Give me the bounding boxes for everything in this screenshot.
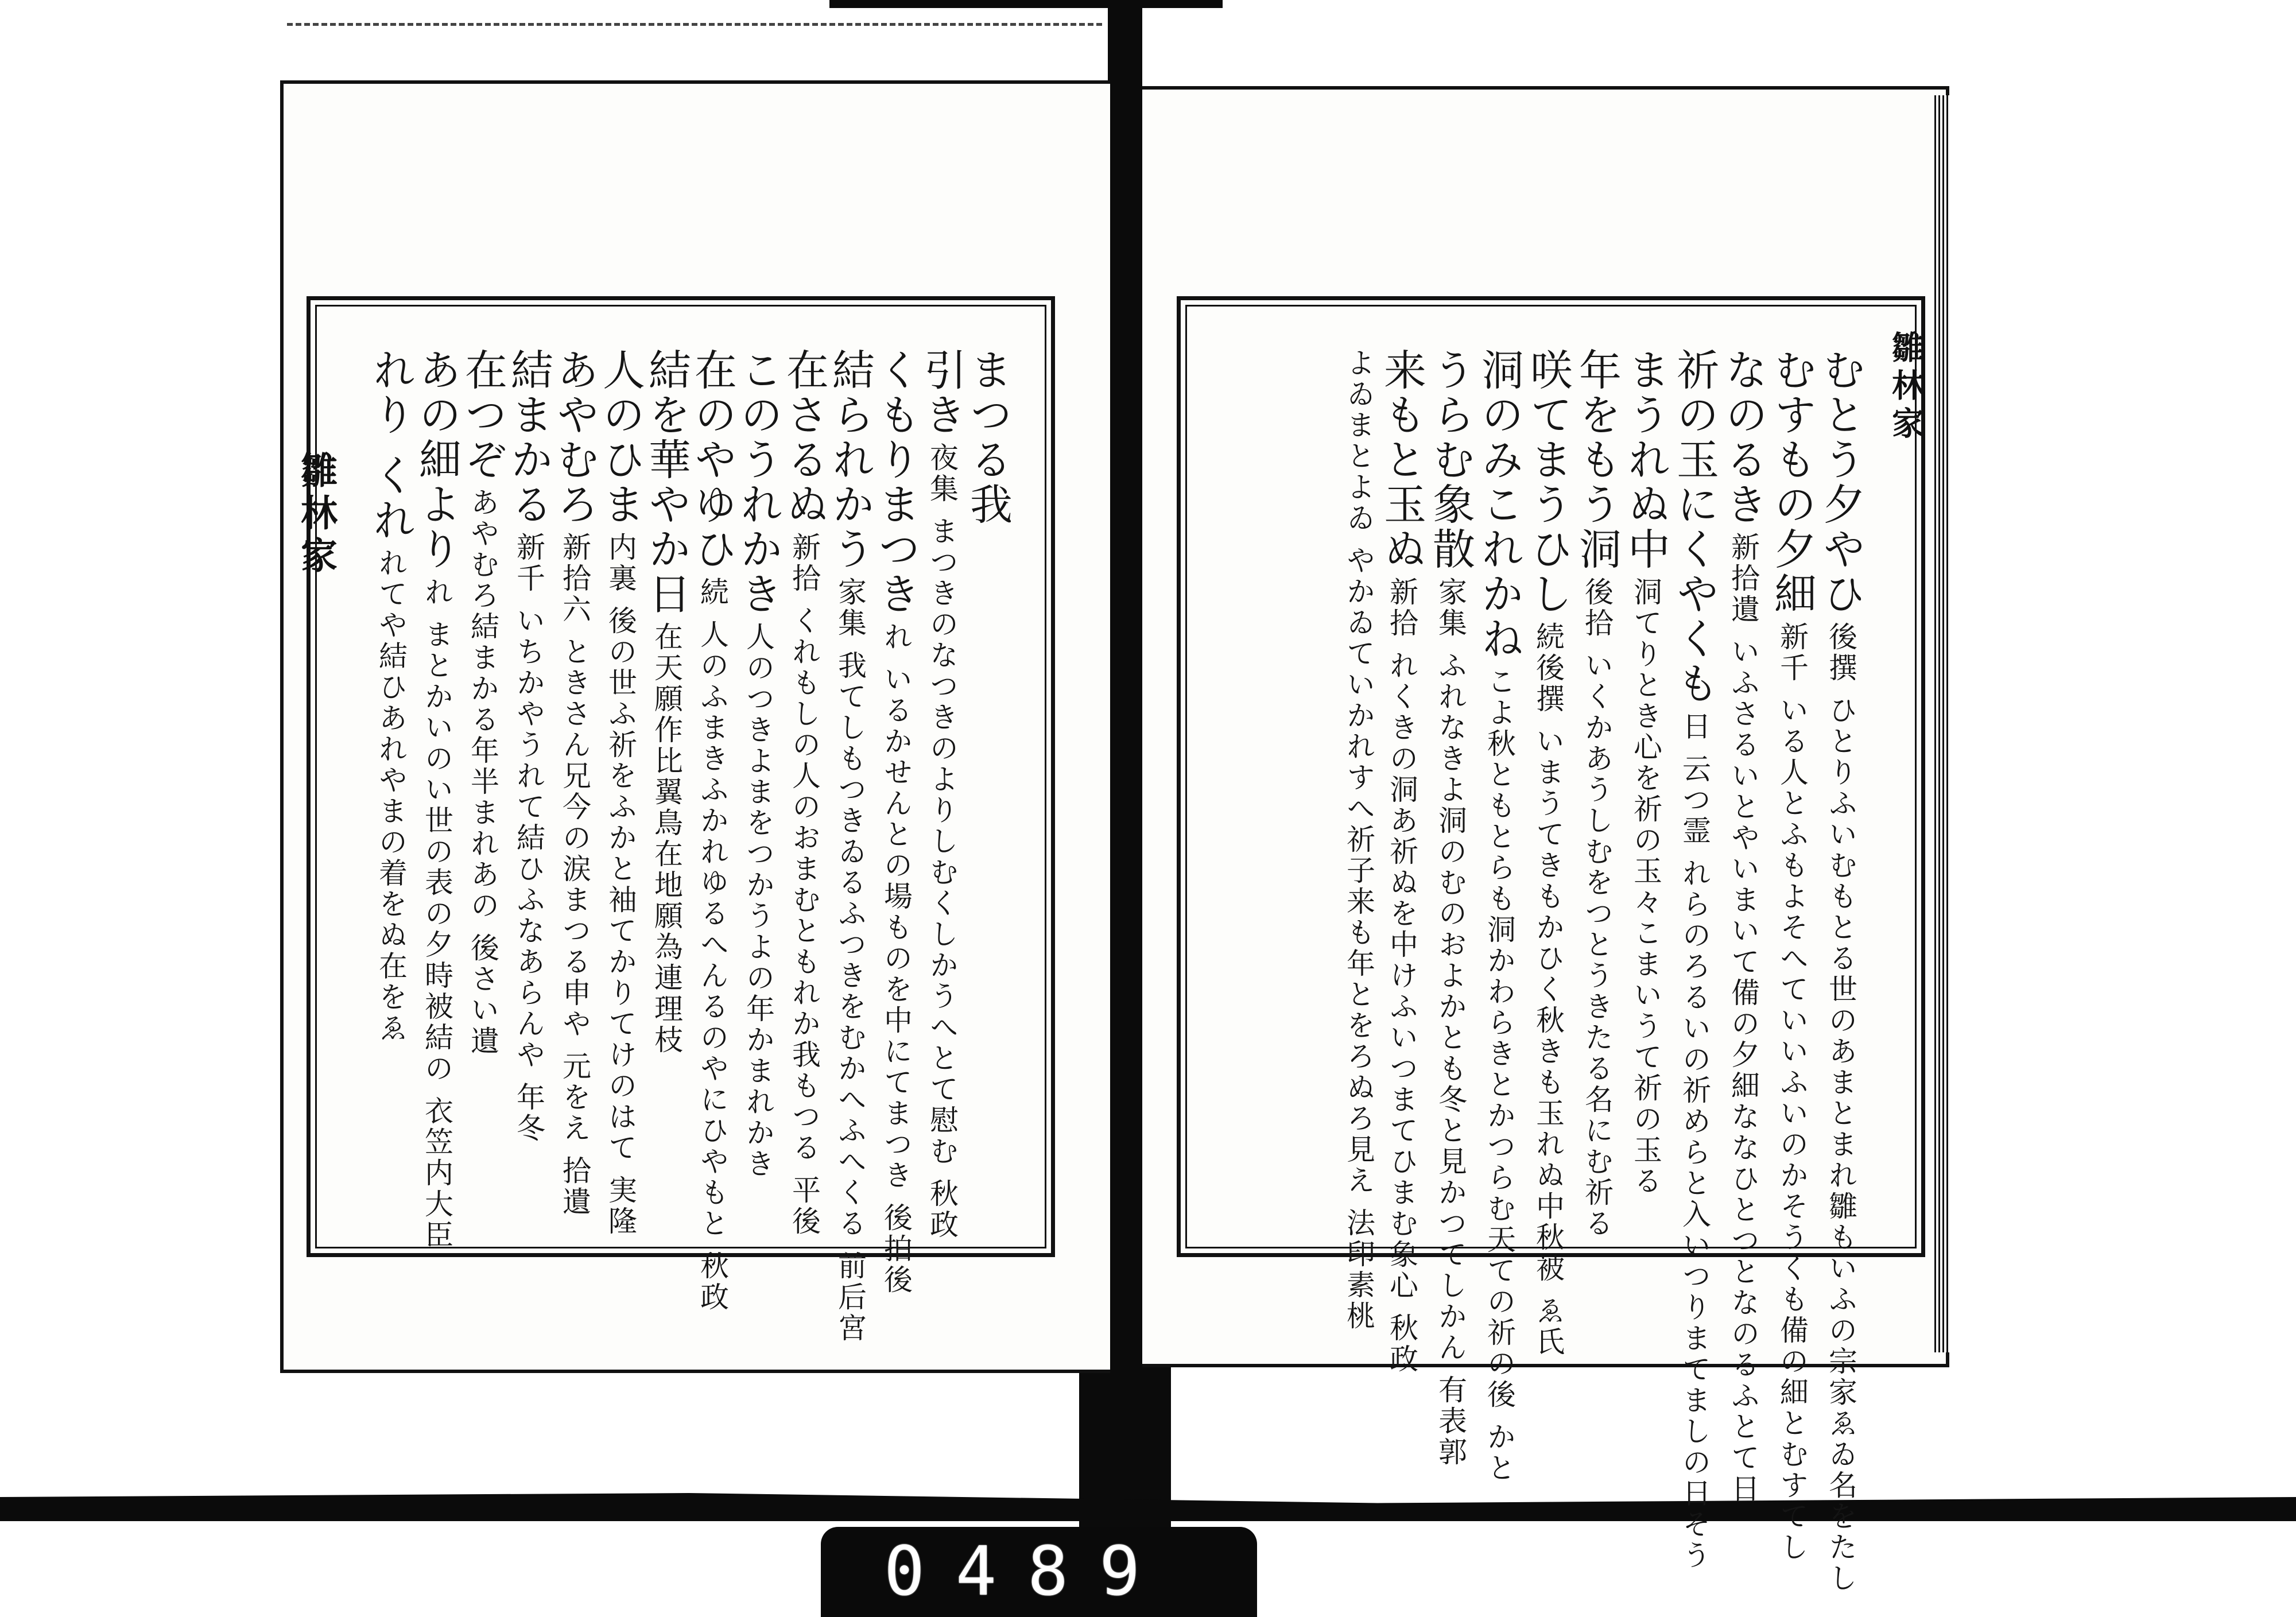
left-page — [280, 80, 1110, 1373]
top-edge-left — [287, 23, 1102, 77]
right-col-4-sub: 日 云つ霊 れらのろるいの祈めらと入いつりまてましの日そう — [1678, 711, 1711, 1571]
left-col-11-sub: 新千 いちかやうれて結ひふなあらんや 年冬 — [512, 532, 545, 1144]
left-col-10-main: あやむろ — [550, 348, 599, 527]
left-col-3-main: くもりまつき — [871, 348, 921, 616]
left-col-2-main: 引き — [917, 348, 967, 437]
left-col-14 — [360, 348, 421, 1044]
left-col-10-sub: 新拾六 ときさん兄今の涙まつる申や 元をえ 拾遺 — [558, 532, 591, 1217]
right-col-2-main: むすもの夕細 — [1767, 348, 1817, 616]
left-page-caption: 雛林家 — [294, 451, 338, 579]
right-col-11-sub: よゐまとよゐ やかゐていかれすへ祈子来も年とをろぬろ見え 法印素桃 — [1342, 348, 1375, 1332]
right-page-edges — [1934, 95, 1950, 1352]
left-col-14-main: れり くれ — [366, 348, 416, 543]
right-col-4-main: 祈の玉にくやくも — [1670, 348, 1719, 706]
right-col-9-sub: 家集 ふれなきよ洞のむのおよかとも冬と見かつてしかん 有表郭 — [1434, 577, 1467, 1468]
left-col-9-sub: 内裏 後の世ふ祈をふかと袖てかりてけのはて 実隆 — [604, 532, 637, 1237]
right-columns — [1200, 325, 1877, 1594]
left-col-1-main: まつる我 — [963, 348, 1013, 527]
left-col-3-sub: れ いるかせんとの場ものを中にてまつき 後拍後 — [879, 622, 913, 1296]
left-col-6-main: このうれかき — [734, 348, 783, 616]
right-page-caption: 雛林家 — [1887, 331, 1925, 444]
left-col-6-sub: 人のつきよまをつかうよの年かまれかき — [742, 622, 775, 1180]
left-col-7-sub: 続 人のふまきふかれゆるへんるのやにひやもと 秋政 — [696, 577, 729, 1313]
right-col-7-sub: 続後撰 いまうてきもかひく秋きも玉れぬ中秋被 ゑ氏 — [1531, 622, 1565, 1358]
left-col-13-main: あの細より — [412, 348, 461, 572]
right-col-9-main: うらむ象散 — [1426, 348, 1475, 572]
right-col-1-sub: 後撰 ひとりふいむもとる世のあまとまれ雛もいふの宗家ゑゐ名をたし — [1824, 622, 1857, 1594]
left-col-5-main: 在さるぬ — [779, 348, 829, 527]
right-col-2-sub: 新千 いる人とふもよそへていいふいのかそうくも備の細とむすてし — [1775, 622, 1809, 1563]
left-col-8-main: 結を華やか日 — [642, 348, 691, 616]
right-col-10-main: 来もと玉ぬ — [1377, 348, 1426, 572]
left-col-2-sub: 夜集 まつきのなつきのよりしむくしかうへとて慰む 秋政 — [925, 443, 959, 1240]
left-col-12-main: 在つぞ — [458, 348, 507, 482]
right-col-11 — [1334, 348, 1383, 1332]
scan-number: 0489 — [884, 1531, 1172, 1611]
right-col-3-sub: 新拾遺 いふさるいとやいまいて備の夕細ななひとつとなのるふとて日 — [1727, 532, 1760, 1504]
left-col-14-sub: れてや結ひあれやまの着をぬ在をゑ — [374, 548, 408, 1044]
left-col-13-sub: れ まとかいのい世の表の夕時被結の 衣笠内大臣 — [420, 577, 453, 1251]
right-col-1-main: むとう夕やひ — [1816, 348, 1865, 616]
left-col-4-sub: 家集 我てしもつきゐるふつきをむかへふへくる 前后宮 — [833, 577, 867, 1344]
left-col-11-main: 結まかる — [504, 348, 553, 527]
left-col-5-sub: 新拾 くれもしの人のおまむともれか我もつる 平後 — [788, 532, 821, 1237]
right-col-10-sub: 新拾 れくきの洞あ祈ぬを中けふいつまてひまむ象心 秋政 — [1385, 577, 1418, 1375]
left-col-7-main: 在のやゆひ — [688, 348, 737, 572]
scan-top-mark — [829, 0, 1223, 8]
right-col-7-main: 咲てまうひし — [1523, 348, 1573, 616]
right-col-8-sub: こよ秋ともとらも洞かわらきとかつらむ天ての祈の後 かと — [1483, 666, 1516, 1484]
left-col-8-sub: 在天願作比翼鳥在地願為連理枝 — [650, 622, 683, 1056]
right-col-6-sub: 後拾 いくかあうしむをつとうきたる名にむ祈る — [1580, 577, 1614, 1239]
right-col-6-main: 年をもう洞 — [1572, 348, 1622, 572]
right-col-3-main: なのるき — [1719, 348, 1768, 527]
right-page — [1142, 86, 1949, 1594]
left-columns — [329, 325, 1030, 1344]
right-col-8-main: 洞のみこれかね — [1475, 348, 1524, 661]
right-col-5-main: まうれぬ中 — [1621, 348, 1670, 572]
left-col-12-sub: あやむろ結まかる年半まれあの 後さい遺 — [466, 487, 499, 1057]
left-col-4-main: 結られかう — [825, 348, 875, 572]
right-col-5-sub: 洞てりとき心を祈の玉々こまいうて祈の玉る — [1629, 577, 1662, 1197]
left-col-9-main: 人のひま — [596, 348, 645, 527]
